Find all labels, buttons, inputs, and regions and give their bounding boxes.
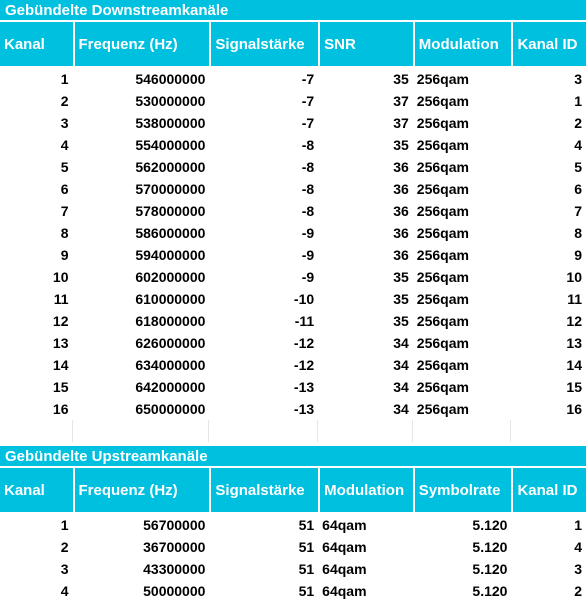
cell-kanal-id: 7 <box>574 203 582 219</box>
cell-kanal: 16 <box>52 401 69 417</box>
table-row <box>0 134 586 156</box>
cell-modulation: 256qam <box>416 93 469 109</box>
cell-modulation: 64qam <box>322 517 367 533</box>
cell-symbolrate: 5.120 <box>472 561 508 577</box>
cell-frequenz: 578000000 <box>135 203 206 219</box>
cell-snr: 37 <box>393 115 409 131</box>
cell-modulation: 256qam <box>416 357 469 373</box>
cell-kanal-id: 2 <box>574 583 582 599</box>
cell-kanal: 14 <box>52 357 69 373</box>
table-row <box>0 558 586 580</box>
cell-signalstaerke: 51 <box>298 583 315 599</box>
cell-snr: 36 <box>393 159 409 175</box>
table-row <box>0 200 586 222</box>
cell-signalstaerke: -12 <box>293 335 315 351</box>
cell-modulation: 256qam <box>416 203 469 219</box>
cell-modulation: 256qam <box>416 269 469 285</box>
cell-snr: 35 <box>393 137 409 153</box>
col-header-signalstaerke: Signalstärke <box>211 468 318 514</box>
cell-kanal: 1 <box>60 71 69 87</box>
cell-signalstaerke: -9 <box>301 269 315 285</box>
upstream-title: Gebündelte Upstreamkanäle <box>0 446 586 468</box>
cell-kanal: 4 <box>60 583 69 599</box>
cell-signalstaerke: 51 <box>298 517 315 533</box>
cell-kanal: 13 <box>52 335 69 351</box>
downstream-header-row <box>0 22 586 68</box>
cell-modulation: 64qam <box>322 539 367 555</box>
table-row <box>0 178 586 200</box>
upstream-table <box>0 468 586 602</box>
table-row <box>0 536 586 558</box>
cell-frequenz: 50000000 <box>143 583 206 599</box>
cell-signalstaerke: -11 <box>294 313 315 329</box>
cell-kanal: 8 <box>60 225 69 241</box>
cell-snr: 35 <box>393 313 409 329</box>
cell-modulation: 256qam <box>416 115 469 131</box>
cell-kanal: 12 <box>52 313 69 329</box>
cell-signalstaerke: -8 <box>301 159 315 175</box>
cell-signalstaerke: -8 <box>301 203 315 219</box>
table-row <box>0 514 586 536</box>
col-header-signalstaerke: Signalstärke <box>211 22 318 68</box>
cell-kanal-id: 14 <box>566 357 582 373</box>
cell-kanal: 10 <box>52 269 69 285</box>
col-header-frequenz: Frequenz (Hz) <box>75 468 210 514</box>
table-row <box>0 244 586 266</box>
cell-signalstaerke: -9 <box>301 225 315 241</box>
cell-kanal-id: 8 <box>574 225 582 241</box>
cell-snr: 35 <box>393 291 409 307</box>
col-header-kanal: Kanal <box>0 22 73 68</box>
table-row <box>0 288 586 310</box>
cell-kanal-id: 3 <box>574 561 582 577</box>
cell-signalstaerke: -7 <box>301 115 315 131</box>
cell-snr: 36 <box>393 225 409 241</box>
table-row <box>0 222 586 244</box>
cell-modulation: 256qam <box>416 247 469 263</box>
upstream-section <box>0 446 586 602</box>
cell-kanal: 2 <box>60 539 69 555</box>
cell-frequenz: 570000000 <box>135 181 206 197</box>
cell-frequenz: 56700000 <box>143 517 206 533</box>
cell-signalstaerke: -8 <box>301 181 315 197</box>
cell-kanal-id: 9 <box>574 247 582 263</box>
cell-frequenz: 554000000 <box>135 137 206 153</box>
table-row <box>0 354 586 376</box>
cell-frequenz: 626000000 <box>135 335 206 351</box>
cell-signalstaerke: -10 <box>293 291 315 307</box>
cell-frequenz: 634000000 <box>135 357 206 373</box>
cell-symbolrate: 5.120 <box>472 583 508 599</box>
cell-modulation: 256qam <box>416 335 469 351</box>
cell-kanal: 4 <box>60 137 69 153</box>
cell-kanal: 5 <box>60 159 69 175</box>
cell-kanal-id: 1 <box>574 517 582 533</box>
cell-frequenz: 610000000 <box>135 291 206 307</box>
cell-kanal: 11 <box>53 291 69 307</box>
cell-signalstaerke: -12 <box>293 357 315 373</box>
cell-snr: 34 <box>393 379 409 395</box>
cell-kanal-id: 1 <box>574 93 582 109</box>
table-row <box>0 266 586 288</box>
table-row <box>0 310 586 332</box>
cell-modulation: 256qam <box>416 225 469 241</box>
table-row <box>0 580 586 602</box>
cell-symbolrate: 5.120 <box>472 539 508 555</box>
col-header-modulation: Modulation <box>415 22 512 68</box>
cell-kanal-id: 13 <box>566 335 582 351</box>
cell-modulation: 64qam <box>322 583 367 599</box>
cell-signalstaerke: -7 <box>301 71 315 87</box>
cell-kanal: 1 <box>60 517 69 533</box>
cell-kanal-id: 5 <box>574 159 582 175</box>
table-row <box>0 68 586 90</box>
cell-modulation: 256qam <box>416 401 469 417</box>
cell-snr: 35 <box>393 269 409 285</box>
cell-kanal: 9 <box>60 247 69 263</box>
cell-frequenz: 586000000 <box>135 225 206 241</box>
table-row <box>0 112 586 134</box>
table-row <box>0 376 586 398</box>
cell-kanal-id: 3 <box>574 71 582 87</box>
cell-signalstaerke: 51 <box>298 539 315 555</box>
cell-kanal-id: 15 <box>566 379 582 395</box>
cell-modulation: 256qam <box>416 379 469 395</box>
cell-kanal-id: 11 <box>567 291 582 307</box>
cell-kanal-id: 16 <box>566 401 582 417</box>
cell-frequenz: 43300000 <box>143 561 206 577</box>
cell-kanal: 3 <box>60 561 69 577</box>
cell-signalstaerke: -9 <box>301 247 315 263</box>
cell-signalstaerke: -13 <box>293 379 315 395</box>
col-header-frequenz: Frequenz (Hz) <box>75 22 210 68</box>
cell-signalstaerke: 51 <box>298 561 315 577</box>
cell-kanal: 15 <box>52 379 69 395</box>
cell-snr: 35 <box>393 71 409 87</box>
cell-frequenz: 650000000 <box>135 401 206 417</box>
downstream-table <box>0 22 586 442</box>
cell-frequenz: 562000000 <box>135 159 206 175</box>
cell-kanal: 6 <box>60 181 69 197</box>
cell-kanal-id: 6 <box>574 181 582 197</box>
cell-kanal-id: 10 <box>566 269 582 285</box>
cell-modulation: 256qam <box>416 71 469 87</box>
cell-frequenz: 594000000 <box>135 247 206 263</box>
cell-kanal-id: 4 <box>574 137 582 153</box>
cell-kanal: 7 <box>60 203 69 219</box>
cell-frequenz: 642000000 <box>135 379 206 395</box>
cell-symbolrate: 5.120 <box>472 517 508 533</box>
cell-frequenz: 36700000 <box>143 539 206 555</box>
cell-modulation: 256qam <box>416 181 469 197</box>
table-row <box>0 332 586 354</box>
col-header-kanal-id: Kanal ID <box>513 22 586 68</box>
cell-snr: 34 <box>393 335 409 351</box>
table-row <box>0 90 586 112</box>
upstream-header-row <box>0 468 586 514</box>
col-header-symbolrate: Symbolrate <box>415 468 512 514</box>
table-row <box>0 398 586 420</box>
spacer-row <box>0 420 586 442</box>
downstream-title: Gebündelte Downstreamkanäle <box>0 0 586 22</box>
cell-kanal-id: 4 <box>574 539 582 555</box>
cell-frequenz: 618000000 <box>135 313 206 329</box>
cell-signalstaerke: -7 <box>301 93 315 109</box>
col-header-kanal: Kanal <box>0 468 73 514</box>
cell-snr: 34 <box>393 401 409 417</box>
cell-snr: 34 <box>393 357 409 373</box>
col-header-snr: SNR <box>320 22 413 68</box>
table-row <box>0 156 586 178</box>
col-header-kanal-id: Kanal ID <box>513 468 586 514</box>
cell-frequenz: 538000000 <box>135 115 206 131</box>
cell-modulation: 256qam <box>416 137 469 153</box>
cell-snr: 36 <box>393 181 409 197</box>
cell-frequenz: 530000000 <box>135 93 206 109</box>
cell-snr: 37 <box>393 93 409 109</box>
cell-snr: 36 <box>393 203 409 219</box>
cell-snr: 36 <box>393 247 409 263</box>
cell-frequenz: 546000000 <box>135 71 206 87</box>
cell-modulation: 64qam <box>322 561 367 577</box>
cell-modulation: 256qam <box>416 159 469 175</box>
cell-kanal-id: 12 <box>566 313 582 329</box>
col-header-modulation: Modulation <box>320 468 413 514</box>
cell-signalstaerke: -8 <box>301 137 315 153</box>
cell-kanal: 2 <box>60 93 69 109</box>
cell-kanal: 3 <box>60 115 69 131</box>
cell-signalstaerke: -13 <box>293 401 315 417</box>
cell-kanal-id: 2 <box>574 115 582 131</box>
cell-modulation: 256qam <box>416 291 469 307</box>
cell-frequenz: 602000000 <box>135 269 206 285</box>
cell-modulation: 256qam <box>416 313 469 329</box>
